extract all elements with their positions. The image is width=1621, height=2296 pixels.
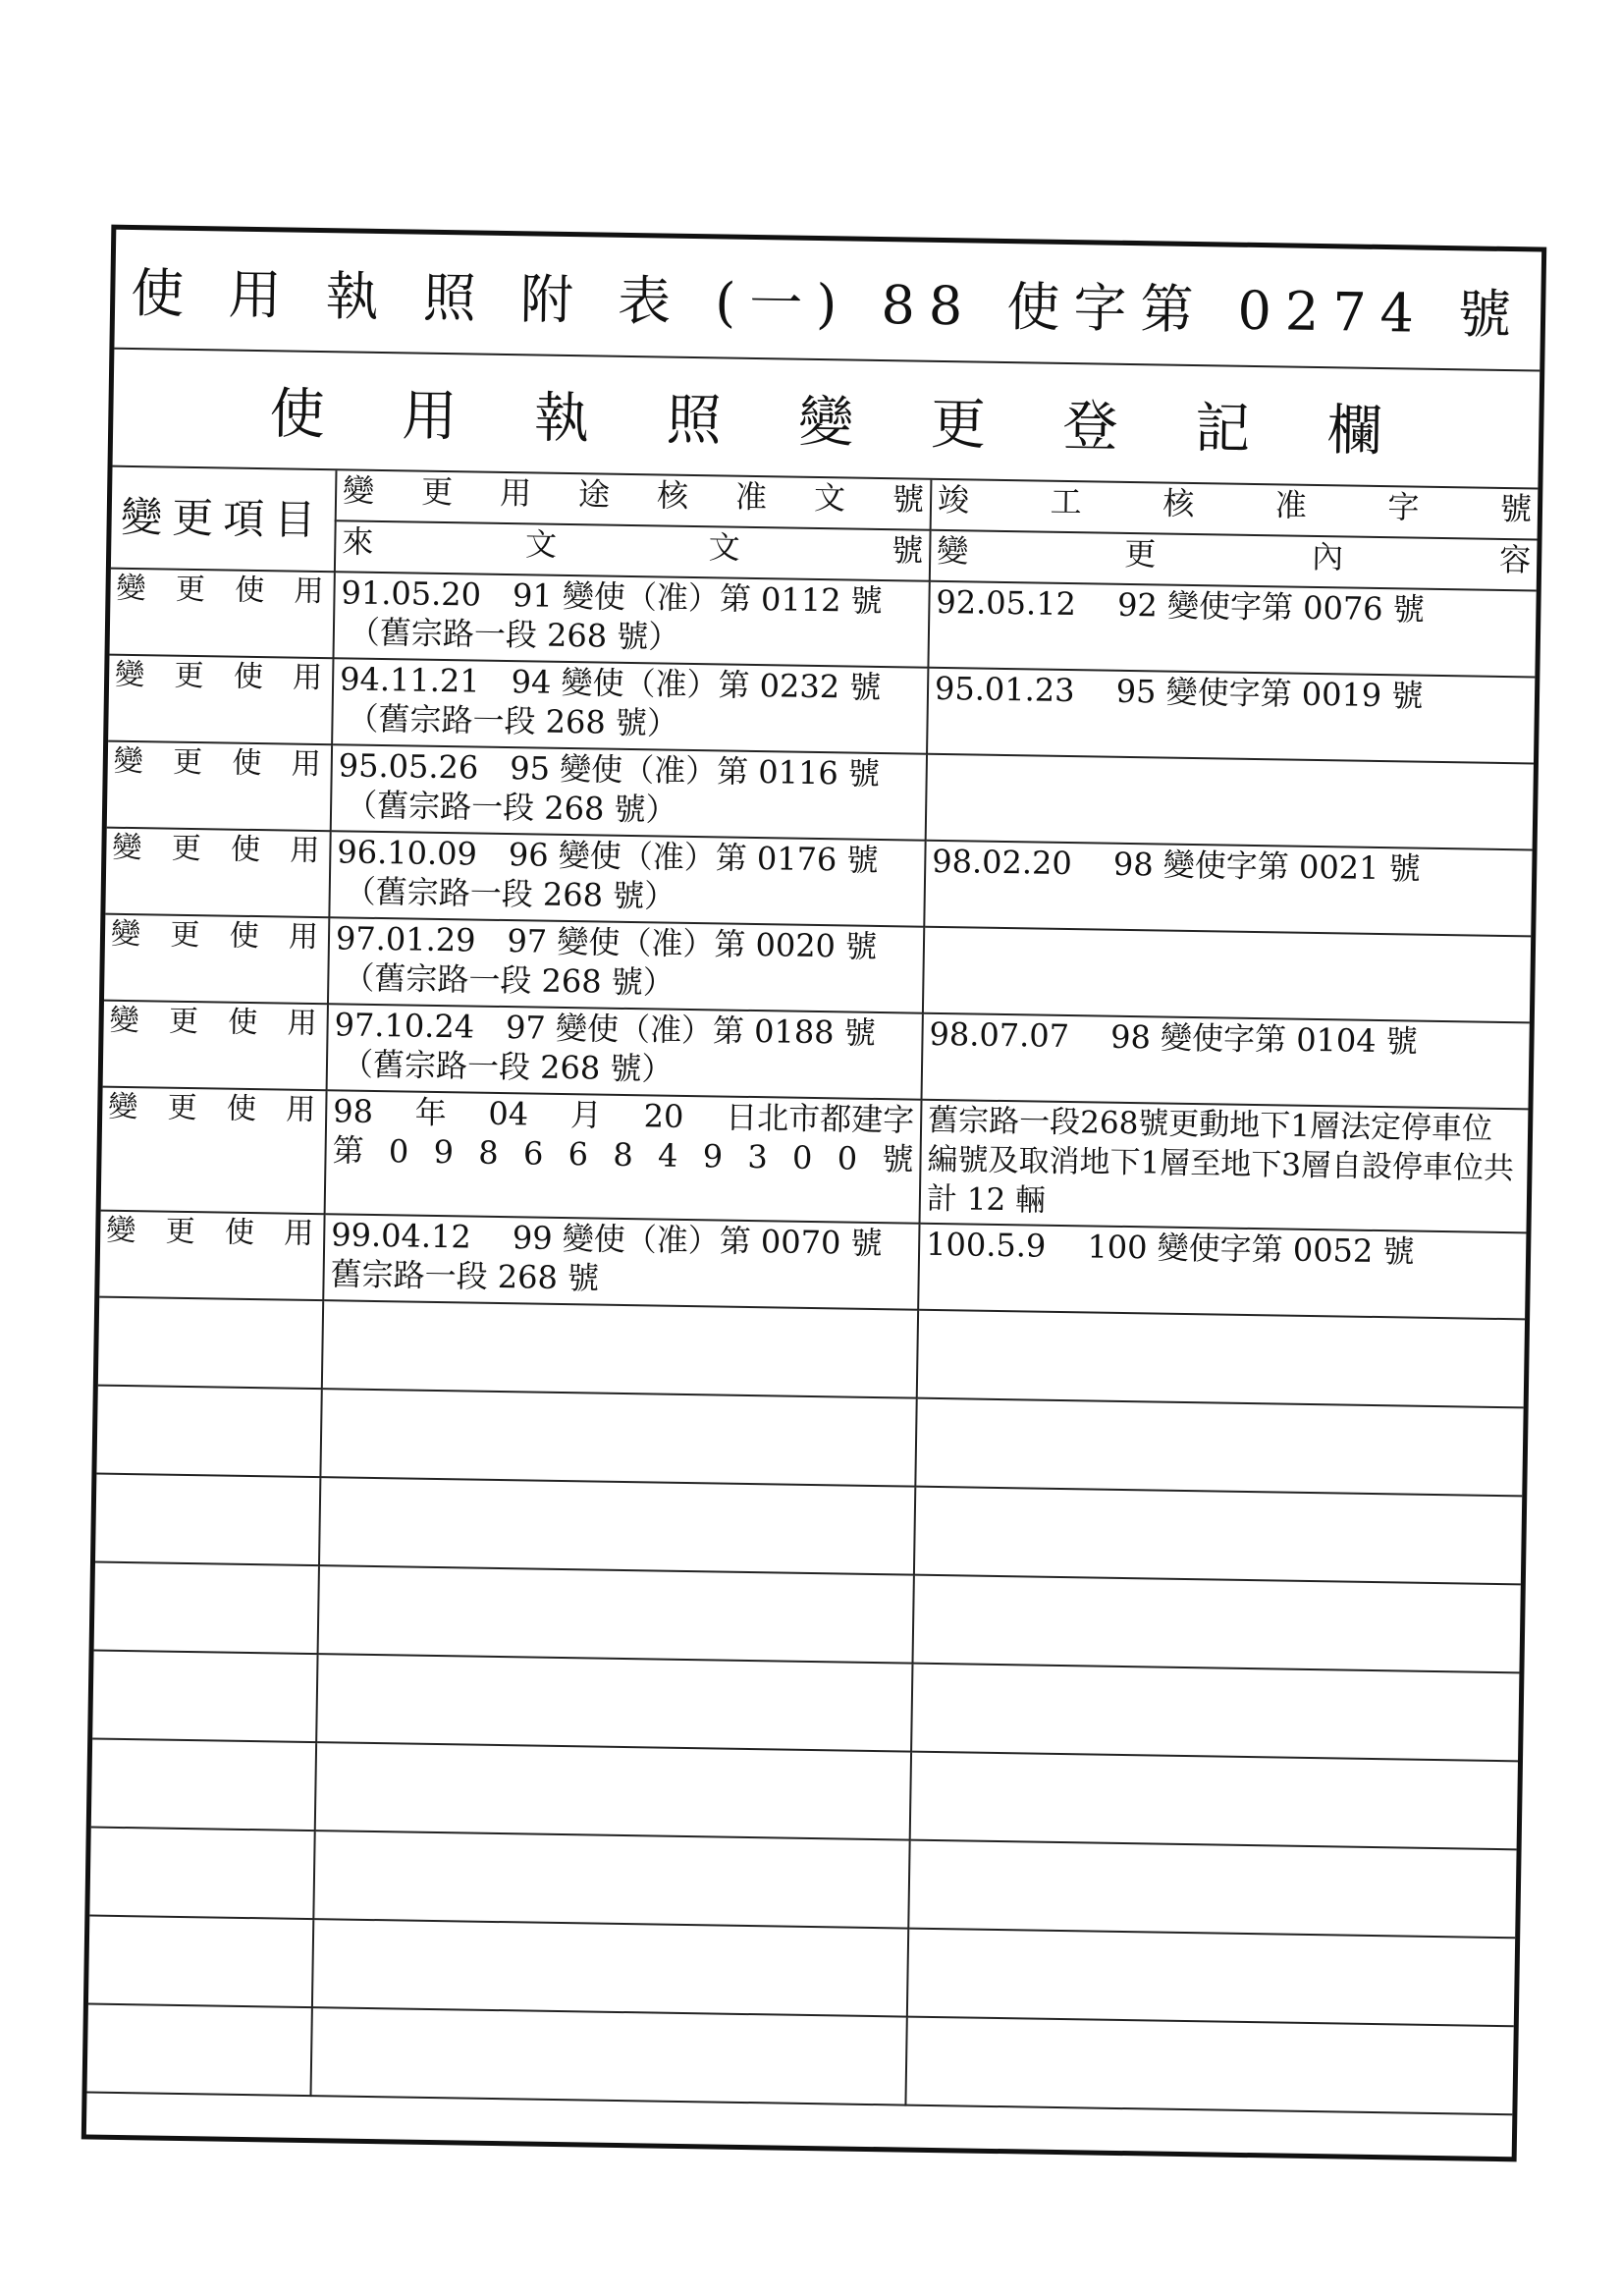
header-char: 字 — [1387, 488, 1420, 526]
header-char: 文 — [708, 528, 740, 567]
empty-cell — [313, 1831, 909, 1929]
approval-address: 舊宗路一段 268 號 — [330, 1255, 600, 1297]
item-char: 使 — [234, 573, 265, 609]
section-subtitle — [113, 350, 1540, 490]
completion-cell: 95.01.23 95 變使字第 0019 號 — [927, 668, 1535, 764]
empty-cell — [910, 1752, 1518, 1850]
item-cell — [107, 741, 332, 832]
item-char: 更 — [168, 1004, 199, 1040]
item-char: 用 — [292, 660, 323, 696]
completion-cell: 98.02.20 98 變使字第 0021 號 — [924, 841, 1532, 937]
approval-char: 6 — [522, 1134, 544, 1173]
completion-cell — [926, 754, 1534, 850]
header-char: 號 — [891, 531, 924, 570]
approval-char: 9 — [702, 1137, 724, 1175]
approval-char: 8 — [613, 1135, 634, 1175]
empty-cell — [319, 1477, 915, 1575]
approval-char: 4 — [657, 1136, 678, 1175]
item-char: 更 — [175, 572, 206, 608]
item-char: 更 — [165, 1214, 195, 1250]
approval-line: 91.05.20 91 變使（准）第 0112 號 — [341, 574, 883, 621]
item-char: 更 — [170, 917, 200, 954]
header-char: 准 — [1274, 486, 1308, 524]
change-register-table — [87, 467, 1539, 2116]
approval-cell — [325, 1090, 922, 1224]
header-change-item: 變更項目 — [111, 467, 337, 573]
subtitle-char: 登 — [1062, 394, 1119, 460]
approval-line: 97.10.24 97 變使（准）第 0188 號 — [334, 1006, 877, 1052]
approval-char: 6 — [567, 1135, 589, 1174]
header-approval-number — [336, 470, 932, 530]
approval-address: （舊宗路一段 268 號） — [347, 699, 679, 742]
item-cell — [104, 914, 329, 1005]
empty-cell — [315, 1742, 911, 1840]
item-char: 變 — [113, 743, 144, 780]
approval-cell — [323, 1214, 919, 1310]
approval-cell — [333, 572, 929, 668]
approval-line: 94.11.21 94 變使（准）第 0232 號 — [339, 660, 882, 707]
header-change-content — [930, 530, 1538, 591]
empty-cell — [905, 2017, 1513, 2115]
header-char: 容 — [1498, 540, 1532, 579]
item-char: 用 — [291, 746, 322, 783]
empty-cell — [914, 1487, 1522, 1585]
item-cell — [101, 1087, 327, 1215]
header-char: 用 — [499, 473, 532, 513]
approval-cell — [328, 917, 924, 1013]
approval-address: （舊宗路一段 268 號） — [348, 613, 680, 656]
empty-cell — [98, 1297, 323, 1390]
item-char: 變 — [109, 1003, 139, 1039]
item-char: 用 — [285, 1092, 316, 1128]
item-cell — [108, 655, 333, 745]
approval-address: （舊宗路一段 268 號） — [341, 1045, 674, 1088]
approval-char: 98 — [332, 1092, 374, 1130]
document-title: 使 用 執 照 附 表 (一) 88 使字第 0274 號 — [114, 230, 1541, 372]
header-char: 號 — [1499, 489, 1533, 528]
empty-cell — [908, 1840, 1516, 1939]
approval-address: （舊宗路一段 268 號） — [344, 872, 676, 915]
approval-char: 0 — [388, 1132, 409, 1171]
item-char: 用 — [294, 574, 324, 610]
header-char: 工 — [1050, 482, 1082, 521]
header-char: 變 — [342, 471, 375, 510]
item-char: 變 — [110, 916, 141, 953]
header-char: 文 — [524, 525, 558, 564]
header-char: 來 — [342, 522, 374, 561]
empty-cell — [316, 1654, 912, 1752]
empty-cell — [96, 1386, 321, 1478]
empty-cell — [87, 2003, 312, 2096]
subtitle-char: 使 — [269, 382, 326, 448]
item-char: 用 — [288, 919, 319, 956]
item-char: 更 — [172, 744, 203, 781]
approval-line: 99.04.12 99 變使（准）第 0070 號 — [330, 1216, 883, 1263]
item-char: 使 — [224, 1215, 255, 1251]
approval-char: 號 — [882, 1140, 914, 1178]
subtitle-char: 記 — [1194, 397, 1251, 462]
approval-char: 年 — [414, 1093, 448, 1132]
item-cell — [99, 1211, 324, 1301]
subtitle-char: 執 — [533, 386, 590, 452]
header-char: 更 — [1123, 534, 1157, 574]
header-char: 號 — [892, 480, 925, 519]
completion-cell — [923, 927, 1531, 1023]
header-char: 准 — [734, 477, 768, 517]
empty-cell — [318, 1565, 914, 1664]
item-char: 變 — [108, 1089, 138, 1125]
approval-address: （舊宗路一段 268 號） — [345, 786, 677, 829]
empty-cell — [912, 1575, 1520, 1673]
item-char: 變 — [114, 657, 145, 693]
approval-line: 95.05.26 95 變使（准）第 0116 號 — [338, 746, 881, 793]
subtitle-char: 欄 — [1326, 399, 1383, 464]
item-char: 用 — [287, 1006, 317, 1042]
completion-cell: 98.07.07 98 變使字第 0104 號 — [922, 1013, 1530, 1110]
item-char: 使 — [232, 745, 262, 782]
item-char: 變 — [116, 571, 146, 607]
item-char: 使 — [226, 1091, 257, 1127]
empty-cell — [907, 1929, 1515, 2027]
empty-cell — [911, 1664, 1519, 1762]
approval-cell — [329, 831, 925, 927]
item-char: 使 — [229, 918, 259, 955]
approval-char: 3 — [747, 1137, 769, 1176]
empty-cell — [322, 1300, 918, 1398]
empty-cell — [95, 1474, 320, 1566]
approval-char: 0 — [837, 1139, 858, 1177]
header-char: 竣 — [937, 480, 970, 519]
approval-char: 日北市都建字 — [725, 1098, 915, 1139]
empty-cell — [312, 1919, 908, 2017]
approval-char: 第 — [332, 1131, 364, 1170]
approval-char: 0 — [791, 1138, 813, 1176]
item-char: 使 — [228, 1005, 258, 1041]
empty-cell — [89, 1828, 314, 1920]
approval-line: 96.10.09 96 變使（准）第 0176 號 — [337, 833, 879, 879]
header-char: 文 — [813, 478, 846, 518]
certificate-sheet — [81, 225, 1546, 2162]
subtitle-char: 變 — [797, 390, 854, 456]
header-char: 途 — [577, 475, 611, 514]
completion-cell: 92.05.12 92 變使字第 0076 號 — [928, 581, 1536, 678]
approval-char: 20 — [643, 1097, 684, 1135]
item-cell — [103, 1001, 328, 1091]
empty-cell — [91, 1739, 316, 1831]
item-char: 變 — [112, 830, 142, 866]
approval-address: （舊宗路一段 268 號） — [343, 958, 675, 1002]
item-char: 使 — [230, 832, 261, 868]
item-char: 更 — [167, 1090, 197, 1126]
approval-cell — [332, 658, 928, 754]
empty-cell — [917, 1310, 1525, 1408]
item-cell — [110, 569, 335, 659]
header-char: 核 — [1162, 484, 1195, 522]
approval-char: 8 — [478, 1133, 499, 1172]
item-char: 用 — [290, 833, 320, 869]
empty-cell — [915, 1398, 1523, 1497]
empty-cell — [92, 1651, 317, 1743]
header-char: 核 — [656, 476, 689, 515]
header-char: 變 — [936, 531, 969, 571]
header-incoming-document — [335, 520, 931, 581]
header-char: 更 — [420, 472, 454, 512]
item-char: 變 — [106, 1213, 136, 1249]
item-char: 更 — [171, 831, 202, 867]
empty-cell — [88, 1916, 313, 2008]
approval-line: 97.01.29 97 變使（准）第 0020 號 — [335, 919, 878, 965]
approval-char: 04 — [488, 1094, 529, 1133]
item-cell — [105, 828, 330, 918]
subtitle-char: 更 — [930, 392, 987, 458]
approval-cell — [331, 744, 927, 841]
item-char: 使 — [233, 659, 264, 695]
subtitle-char: 用 — [401, 384, 458, 450]
approval-char: 9 — [433, 1132, 455, 1172]
empty-cell — [94, 1562, 319, 1655]
table-row — [101, 1087, 1529, 1233]
subtitle-char: 照 — [666, 388, 723, 454]
approval-cell — [327, 1004, 923, 1100]
item-char: 更 — [174, 658, 204, 694]
approval-char: 月 — [569, 1096, 603, 1134]
empty-cell — [311, 2007, 907, 2105]
empty-cell — [320, 1389, 916, 1487]
header-char: 內 — [1311, 537, 1344, 576]
completion-cell: 舊宗路一段268號更動地下1層法定停車位編號及取消地下1層至地下3層自設停車位共計 12 輛 — [920, 1100, 1529, 1233]
item-char: 用 — [283, 1216, 314, 1251]
completion-cell: 100.5.9 100 變使字第 0052 號 — [918, 1224, 1526, 1320]
